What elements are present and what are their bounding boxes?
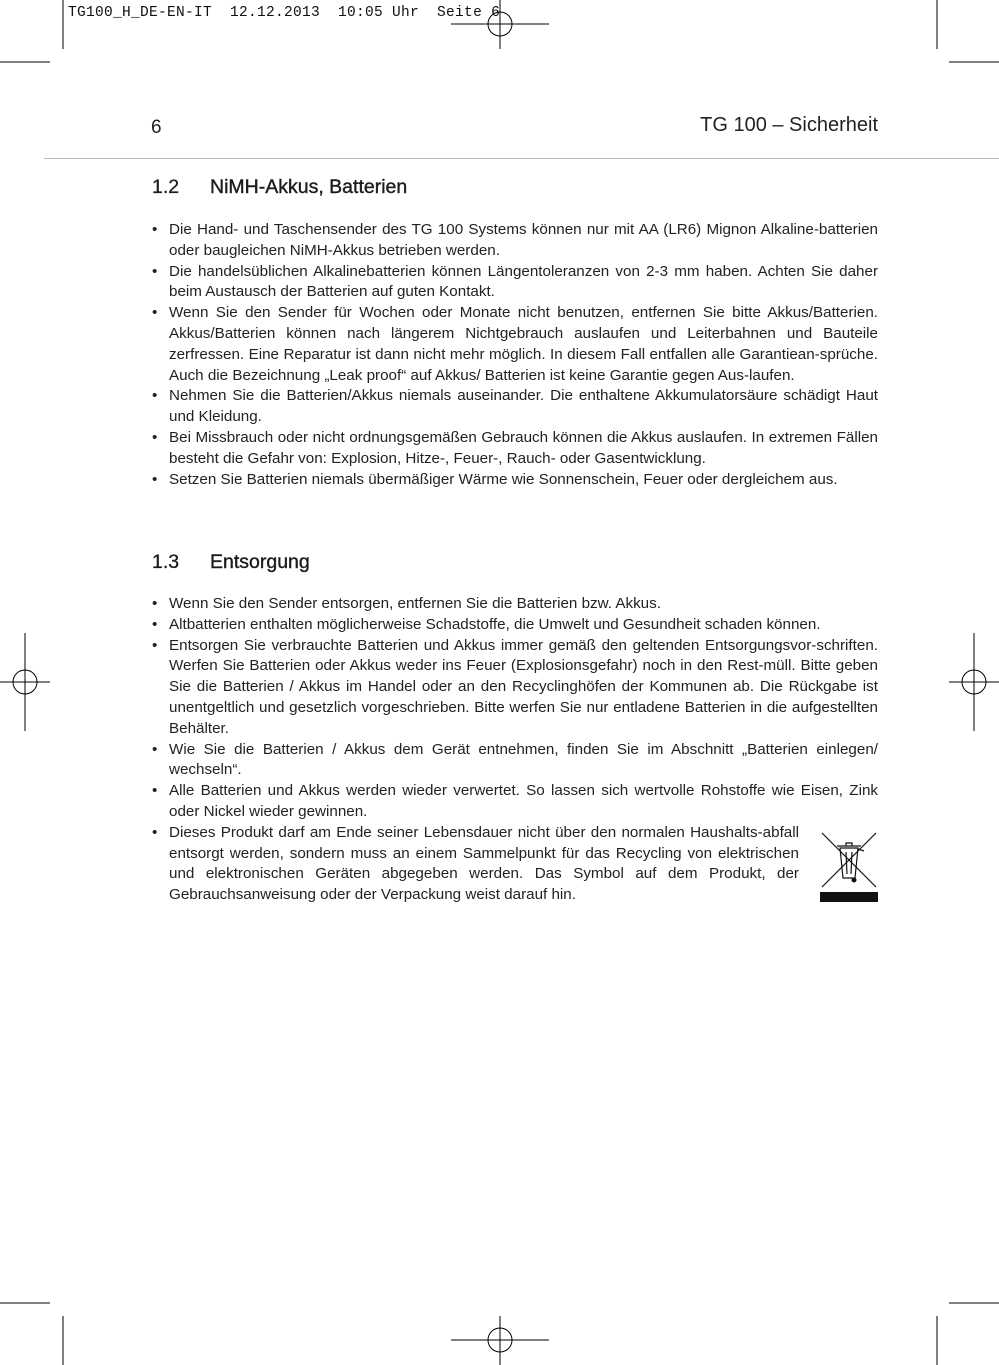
crossed-out-wheeled-bin-icon [820, 830, 878, 902]
list-item [152, 303, 878, 386]
list-item-text: Wenn Sie den Sender für Wochen oder Monate nicht benutzen, entfernen Sie bitte Akkus/Batterien. Akkus/Batterien können nach längerem Nichtgebrauch auslaufen und Leiterbahnen und Bauteile zerfressen. Eine Reparatur ist dann nicht mehr möglich. In diesem Fall entfallen alle Garantiean-sprüche. Auch die Bezeichnung „Leak proof“ auf Akkus/ Batterien ist keine Garantie gegen Aus-laufen. [169, 304, 878, 384]
list-item-text: Wie Sie die Batterien / Akkus dem Gerät entnehmen, finden Sie im Abschnitt „Batterien einlegen/ wechseln“. [169, 740, 878, 779]
list-item [152, 262, 878, 304]
list-item-text: Setzen Sie Batterien niemals übermäßiger Wärme wie Sonnenschein, Feuer oder dergleichem aus. [169, 470, 838, 488]
list-item [152, 740, 878, 782]
list-item-text: Bei Missbrauch oder nicht ordnungsgemäßen Gebrauch können die Akkus auslaufen. In extremen Fällen besteht die Gefahr von: Explosion, Hitze-, Feuer-, Rauch- oder Gasentwicklung. [169, 428, 878, 467]
bullet-glyph: • [152, 636, 158, 654]
bullet-glyph: • [152, 740, 158, 758]
section-title: NiMH-Akkus, Batterien [210, 176, 408, 198]
list-item [152, 594, 878, 615]
bullet-glyph: • [152, 221, 158, 238]
print-slug: TG100_H_DE-EN-IT 12.12.2013 10:05 Uhr Seite 6 [68, 5, 501, 21]
running-header-title: TG 100 – Sicherheit [700, 114, 878, 136]
section-number: 1.2 [152, 176, 180, 198]
list-item-text: Wenn Sie den Sender entsorgen, entfernen Sie die Batterien bzw. Akkus. [169, 595, 661, 612]
page-number: 6 [151, 117, 162, 138]
list-item [152, 781, 878, 823]
bullet-glyph: • [152, 615, 158, 633]
section-number: 1.3 [152, 551, 180, 573]
list-item [152, 428, 878, 470]
section-list-1-2 [152, 220, 878, 490]
list-item [152, 636, 878, 740]
section-heading-1-2 [152, 174, 878, 200]
bullet-glyph: • [152, 595, 158, 612]
section-list-1-3 [152, 594, 878, 906]
list-item [152, 823, 878, 906]
list-item-text: Altbatterien enthalten möglicherweise Schadstoffe, die Umwelt und Gesundheit schaden können. [169, 615, 821, 633]
bullet-glyph: • [152, 304, 158, 322]
registration-crosshair-icon [0, 633, 50, 731]
list-item [152, 220, 878, 262]
list-item-text: Dieses Produkt darf am Ende seiner Lebensdauer nicht über den normalen Haushalts-abfall entsorgt werden, sondern muss an einem Sammelpunkt für das Recycling von elektrischen und elektronischen Geräten abgegeben werden. Das Symbol auf dem Produkt, der Gebrauchsanweisung oder der Verpackung weist darauf hin. [169, 823, 799, 904]
bullet-glyph: • [152, 262, 158, 280]
list-item-text: Die Hand- und Taschensender des TG 100 Systems können nur mit AA (LR6) Mignon Alkaline-batterien oder baugleichen NiMH-Akkus betrieben werden. [169, 221, 878, 259]
list-item-text: Nehmen Sie die Batterien/Akkus niemals auseinander. Die enthaltene Akkumulatorsäure schädigt Haut und Kleidung. [169, 387, 878, 426]
section-title: Entsorgung [210, 551, 310, 573]
header-divider [44, 158, 999, 159]
section-heading-1-3 [152, 549, 878, 575]
list-item-text: Die handelsüblichen Alkalinebatterien können Längentoleranzen von 2-3 mm haben. Achten Sie daher beim Austausch der Batterien auf guten Kontakt. [169, 262, 878, 301]
registration-crosshair-icon [949, 633, 999, 731]
bullet-glyph: • [152, 387, 158, 405]
bullet-glyph: • [152, 823, 158, 841]
registration-crosshair-icon [451, 1316, 549, 1365]
bullet-glyph: • [152, 470, 158, 488]
list-item [152, 386, 878, 428]
list-item-text: Alle Batterien und Akkus werden wieder verwertet. So lassen sich wertvolle Rohstoffe wie Eisen, Zink oder Nickel wieder gewinnen. [169, 782, 878, 820]
list-item [152, 470, 878, 491]
list-item-text: Entsorgen Sie verbrauchte Batterien und Akkus immer gemäß den geltenden Entsorgungsvor-schriften. Werfen Sie Batterien oder Akkus weder ins Feuer (Explosionsgefahr) noch in den Rest-müll. Bitte geben Sie die Batterien / Akkus im Handel oder an den Recyclinghöfen der Kommunen ab. Die Rückgabe ist unentgeltlich und gesetzlich vorgeschrieben. Bitte werfen Sie nur entladene Batterien in die aufgestellten Behälter. [169, 636, 878, 737]
list-item [152, 615, 878, 636]
bullet-glyph: • [152, 428, 158, 446]
bullet-glyph: • [152, 782, 158, 800]
